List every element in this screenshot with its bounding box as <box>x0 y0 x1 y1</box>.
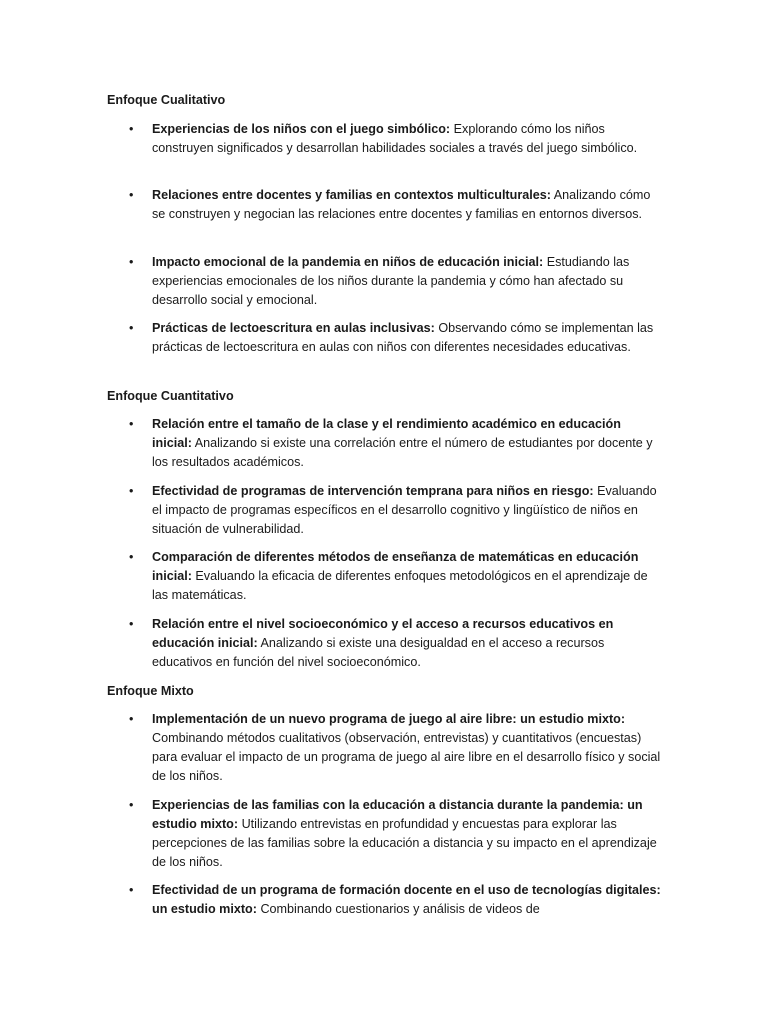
list-item <box>129 710 664 786</box>
bullet: • <box>129 122 134 136</box>
item-text: Estudiando las experiencias emocionales de los niños durante la pandemia y cómo han afectado su desarrollo social y emocional. <box>152 255 630 307</box>
item-title: Impacto emocional de la pandemia en niños de educación inicial: <box>152 255 544 269</box>
bullet: • <box>129 255 134 269</box>
item-title: Implementación de un nuevo programa de juego al aire libre: un estudio mixto: <box>152 712 626 726</box>
item-title: Experiencias de las familias con la educación a distancia durante la pandemia: un estudio mixto: <box>152 798 643 831</box>
item-title: Relación entre el tamaño de la clase y el rendimiento académico en educación inicial: <box>152 417 621 450</box>
item-title: Relación entre el nivel socioeconómico y el acceso a recursos educativos en educación inicial: <box>152 617 614 650</box>
list-item <box>129 796 664 872</box>
bullet: • <box>129 321 134 335</box>
heading-mixed: Enfoque Mixto <box>107 684 194 698</box>
list-item <box>129 415 664 472</box>
list-item <box>129 120 664 158</box>
bullet: • <box>129 883 134 897</box>
bullet: • <box>129 188 134 202</box>
heading-quantitative: Enfoque Cuantitativo <box>107 389 234 403</box>
item-text: Analizando si existe una desigualdad en el acceso a recursos educativos en función del nivel socioeconómico. <box>152 636 605 669</box>
item-text: Combinando métodos cualitativos (observación, entrevistas) y cuantitativos (encuestas) para evaluar el impacto de un programa de juego al aire libre en el desarrollo físico y social de los niños. <box>152 731 661 783</box>
item-text: Utilizando entrevistas en profundidad y encuestas para explorar las percepciones de las familias sobre la educación a distancia y su impacto en el aprendizaje de los niños. <box>152 817 657 869</box>
list-item <box>129 881 664 919</box>
item-text: Analizando si existe una correlación entre el número de estudiantes por docente y los resultados académicos. <box>152 436 653 469</box>
item-text: Combinando cuestionarios y análisis de videos de <box>260 902 540 916</box>
list-item <box>129 548 664 605</box>
item-title: Efectividad de un programa de formación docente en el uso de tecnologías digitales: un estudio mixto: <box>152 883 661 916</box>
item-title: Relaciones entre docentes y familias en contextos multiculturales: <box>152 188 551 202</box>
item-title: Comparación de diferentes métodos de enseñanza de matemáticas en educación inicial: <box>152 550 639 583</box>
list-item <box>129 615 664 672</box>
item-title: Prácticas de lectoescritura en aulas inclusivas: <box>152 321 435 335</box>
item-text: Explorando cómo los niños construyen significados y desarrollan habilidades sociales a través del juego simbólico. <box>152 122 638 155</box>
bullet: • <box>129 484 134 498</box>
list-item <box>129 319 664 357</box>
item-text: Evaluando el impacto de programas específicos en el desarrollo cognitivo y lingüístico de niños en situación de vulnerabilidad. <box>152 484 657 536</box>
list-item <box>129 186 664 224</box>
item-title: Efectividad de programas de intervención temprana para niños en riesgo: <box>152 484 594 498</box>
list-item <box>129 482 664 539</box>
item-text: Observando cómo se implementan las prácticas de lectoescritura en aulas con niños con diferentes necesidades educativas. <box>152 321 654 354</box>
item-title: Experiencias de los niños con el juego simbólico: <box>152 122 451 136</box>
bullet: • <box>129 550 134 564</box>
item-text: Evaluando la eficacia de diferentes enfoques metodológicos en el aprendizaje de las matemáticas. <box>152 569 648 602</box>
list-item <box>129 253 664 310</box>
bullet: • <box>129 417 134 431</box>
heading-qualitative: Enfoque Cualitativo <box>107 93 226 107</box>
bullet: • <box>129 617 134 631</box>
bullet: • <box>129 712 134 726</box>
bullet: • <box>129 798 134 812</box>
item-text: Analizando cómo se construyen y negocian las relaciones entre docentes y familias en entornos diversos. <box>152 188 651 221</box>
